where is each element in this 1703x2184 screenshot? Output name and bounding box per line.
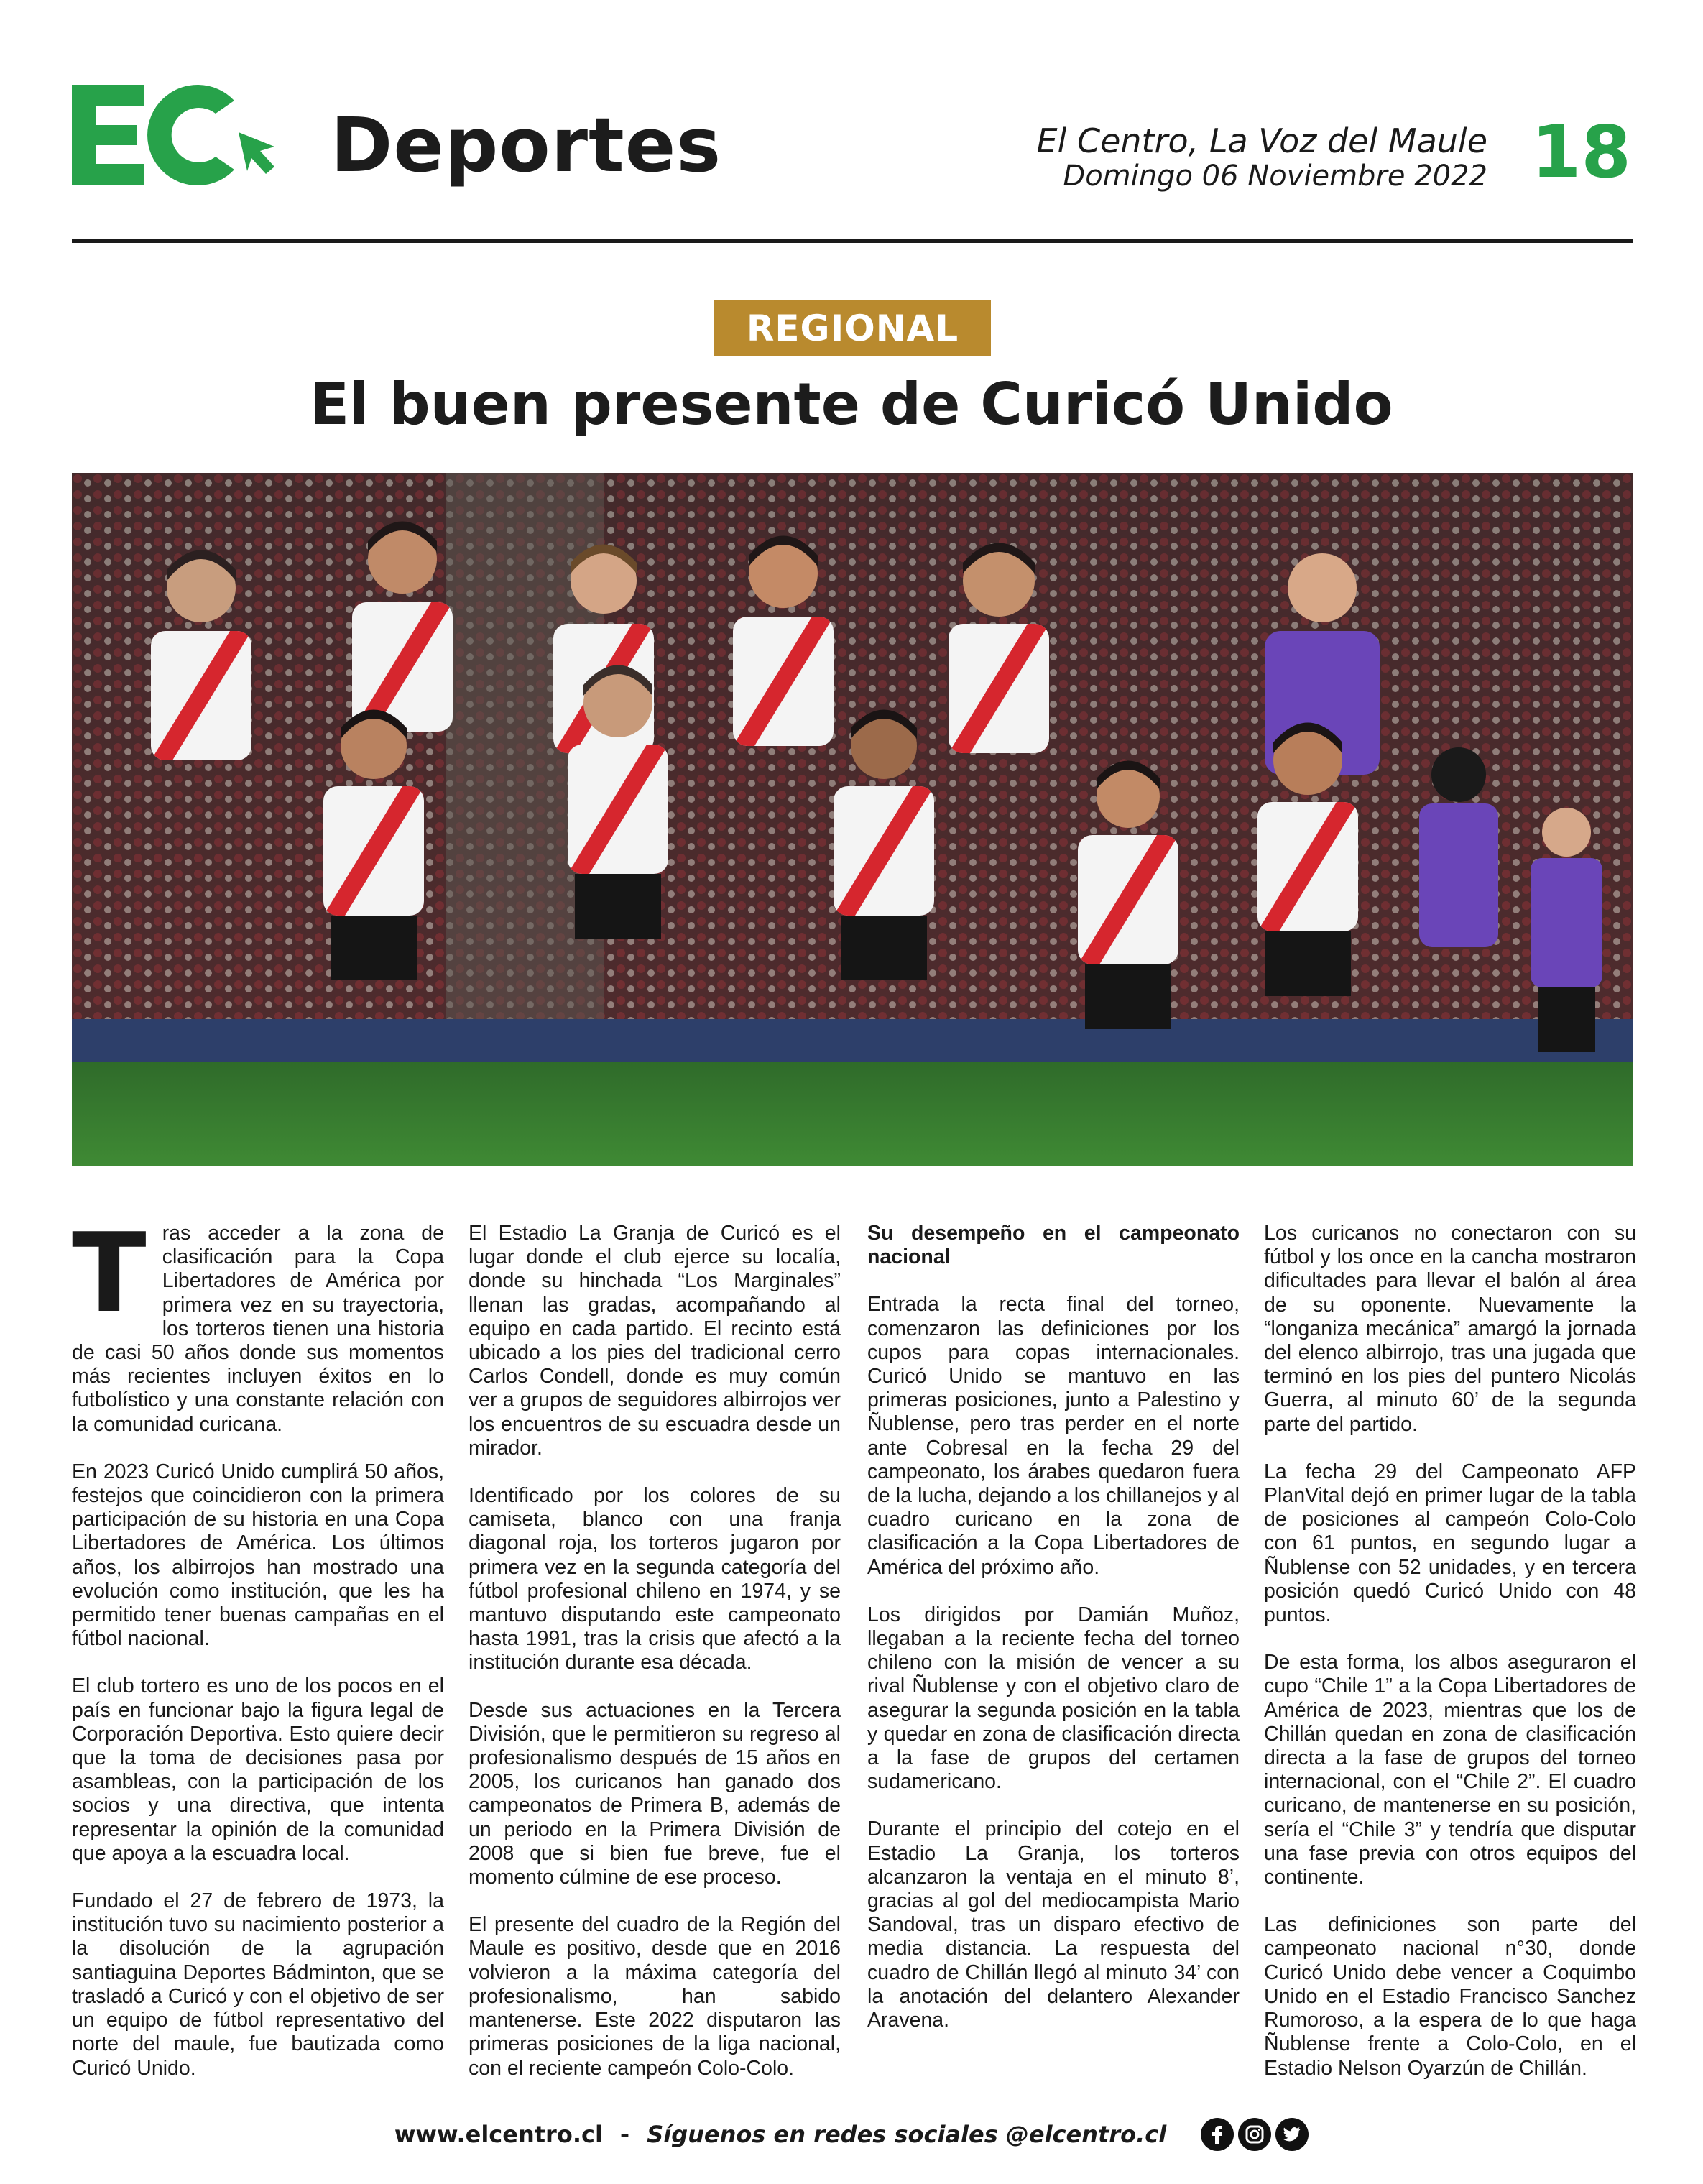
article-column-2 bbox=[469, 1222, 841, 2104]
paragraph: El Estadio La Granja de Curicó es el lugar donde el club ejerce su localía, donde su hinchada “Los Marginales” llenan las gradas, acompañando al equipo en cada partido. El recinto está ubicado a los pies del tradicional cerro Carlos Condell, donde es muy común ver a grupos de seguidores albirrojos ver los encuentros de su escuadra desde un mirador. bbox=[469, 1222, 841, 1460]
paragraph: Identificado por los colores de su camiseta, blanco con una franja diagonal roja, los torteros jugaron por primera vez en la segunda categoría del fútbol profesional chileno en 1974, y se mantuvo disputando este campeonato hasta 1991, tras la crisis que afectó a la institución durante esa década. bbox=[469, 1484, 841, 1674]
section-title: Deportes bbox=[331, 101, 722, 189]
paragraph: Entrada la recta final del torneo, comenzaron las definiciones por los cupos para copas internacionales. Curicó Unido se mantuvo en las primeras posiciones, junto a Palestino y Ñublense, pero tras perder en el norte ante Cobresal en la fecha 29 del campeonato, los árabes quedaron fuera de la lucha, dejando a los chillanejos y al cuadro curicano en la zona de clasificación a la Copa Libertadores de América del próximo año. bbox=[867, 1293, 1240, 1579]
article-headline: El buen presente de Curicó Unido bbox=[310, 371, 1393, 438]
paragraph: Desde sus actuaciones en la Tercera División, que le permitieron su regreso al profesionalismo después de 15 años en 2005, los curicanos han ganado dos campeonatos de Primera B, además de un periodo en la Primera División de 2008 que si bien fue breve, fue el momento cúlmine de ese proceso. bbox=[469, 1698, 841, 1889]
facebook-icon[interactable] bbox=[1201, 2118, 1234, 2151]
page-number: 18 bbox=[1531, 110, 1631, 194]
article-subhead: Su desempeño en el campeonato nacional bbox=[867, 1222, 1240, 1269]
player-back-5 bbox=[949, 543, 1049, 754]
website-link[interactable]: www.elcentro.cl bbox=[394, 2121, 603, 2148]
section-kicker: REGIONAL bbox=[714, 300, 991, 356]
paragraph: Durante el principio del cotejo en el Estadio La Granja, los torteros alcanzaron la ventaja en el minuto 8’, gracias al gol del mediocampista Mario Sandoval, tras un disparo efectivo de media distancia. La respuesta del cuadro de Chillán llegó al minuto 34’ con la anotación del delantero Alexander Aravena. bbox=[867, 1817, 1240, 2032]
drop-cap: T bbox=[72, 1210, 147, 1337]
page-footer bbox=[0, 2113, 1703, 2156]
paragraph: Las definiciones son parte del campeonato nacional n°30, donde Curicó Unido debe vencer a Coquimbo Unido en el Estadio Francisco Sanchez Rumoroso, a la espera de lo que haga Ñublense frente a Colo-Colo, en el Estadio Nelson Oyarzún de Chillán. bbox=[1264, 1913, 1636, 2080]
article-column-4 bbox=[1264, 1222, 1636, 2104]
article-column-3 bbox=[867, 1222, 1240, 2056]
team-photo bbox=[72, 473, 1633, 1166]
publication-date: Domingo 06 Noviembre 2022 bbox=[1063, 160, 1487, 193]
article-column-1 bbox=[72, 1210, 444, 2104]
paragraph: Los curicanos no conectaron con su fútbol y los once en la cancha mostraron dificultades para llevar el balón al área de su oponente. Nuevamente la “longaniza mecánica” amargó la jornada del elenco albirrojo, tras una jugada que terminó en los pies del puntero Nicolás Guerra, al minuto 60’ de la segunda parte del partido. bbox=[1264, 1222, 1636, 1436]
footer-separator: - bbox=[619, 2121, 630, 2148]
paragraph: De esta forma, los albos aseguraron el cupo “Chile 1” a la Copa Libertadores de América de 2023, mientras que los de Chillán quedan en zona de clasificación directa a la fase de grupos del torneo internacional, con el “Chile 2”. El cuadro curicano, de mantenerse en su posición, sería el “Chile 3” y tendría que disputar una fase previa con otros equipos del continente. bbox=[1264, 1651, 1636, 1889]
paragraph: El presente del cuadro de la Región del Maule es positivo, desde que en 2016 volvieron a la máxima categoría del profesionalismo, han sabido mantenerse. Este 2022 disputaron las primeras posiciones de la liga nacional, con el reciente campeón Colo-Colo. bbox=[469, 1913, 841, 2080]
instagram-icon[interactable] bbox=[1238, 2118, 1271, 2151]
paragraph: En 2023 Curicó Unido cumplirá 50 años, festejos que coincidieron con la primera participación de su historia en una Copa Libertadores de América. Los últimos años, los albirrojos han mostrado una evolución como institución, que les ha permitido tener buenas campañas en el fútbol nacional. bbox=[72, 1460, 444, 1651]
ec-logo bbox=[72, 72, 287, 201]
paragraph: La fecha 29 del Campeonato AFP PlanVital dejó en primer lugar de la tabla de posiciones al campeón Colo-Colo con 61 puntos, en segundo lugar a Ñublense con 52 unidades, y en tercera posición quedó Curicó Unido con 48 puntos. bbox=[1264, 1460, 1636, 1627]
publication-name: El Centro, La Voz del Maule bbox=[1036, 121, 1487, 160]
paragraph: Los dirigidos por Damián Muñoz, llegaban a la reciente fecha del torneo chileno con la misión de vencer a su rival Ñublense y con el objetivo claro de asegurar la segunda posición en la tabla y quedar en zona de clasificación directa a la fase de grupos del certamen sudamericano. bbox=[867, 1603, 1240, 1794]
header-divider bbox=[72, 239, 1633, 243]
social-icons bbox=[1201, 2118, 1309, 2151]
paragraph: El club tortero es uno de los pocos en el país en funcionar bajo la figura legal de Corporación Deportiva. Esto quiere decir que la toma de decisiones pasa por asambleas, con la participación de los socios y una directiva, que intenta representar la opinión de la comunidad que apoya a la escuadra local. bbox=[72, 1674, 444, 1865]
paragraph: Tras acceder a la zona de clasificación para la Copa Libertadores de América por primera vez en su trayectoria, los torteros tienen una historia de casi 50 años donde sus momentos más recientes incluyen éxitos en lo futbolístico y una constante relación con la comunidad curicana. bbox=[72, 1210, 444, 1436]
social-follow-text: Síguenos en redes sociales @elcentro.cl bbox=[647, 2121, 1167, 2148]
paragraph: Fundado el 27 de febrero de 1973, la institución tuvo su nacimiento posterior a la disolución de la agrupación santiaguina Deportes Bádminton, que se trasladó a Curicó y con el objetivo de ser un equipo de fútbol representativo del norte del maule, fue bautizada como Curicó Unido. bbox=[72, 1889, 444, 2080]
publication-block bbox=[1036, 122, 1487, 193]
twitter-icon[interactable] bbox=[1275, 2118, 1309, 2151]
